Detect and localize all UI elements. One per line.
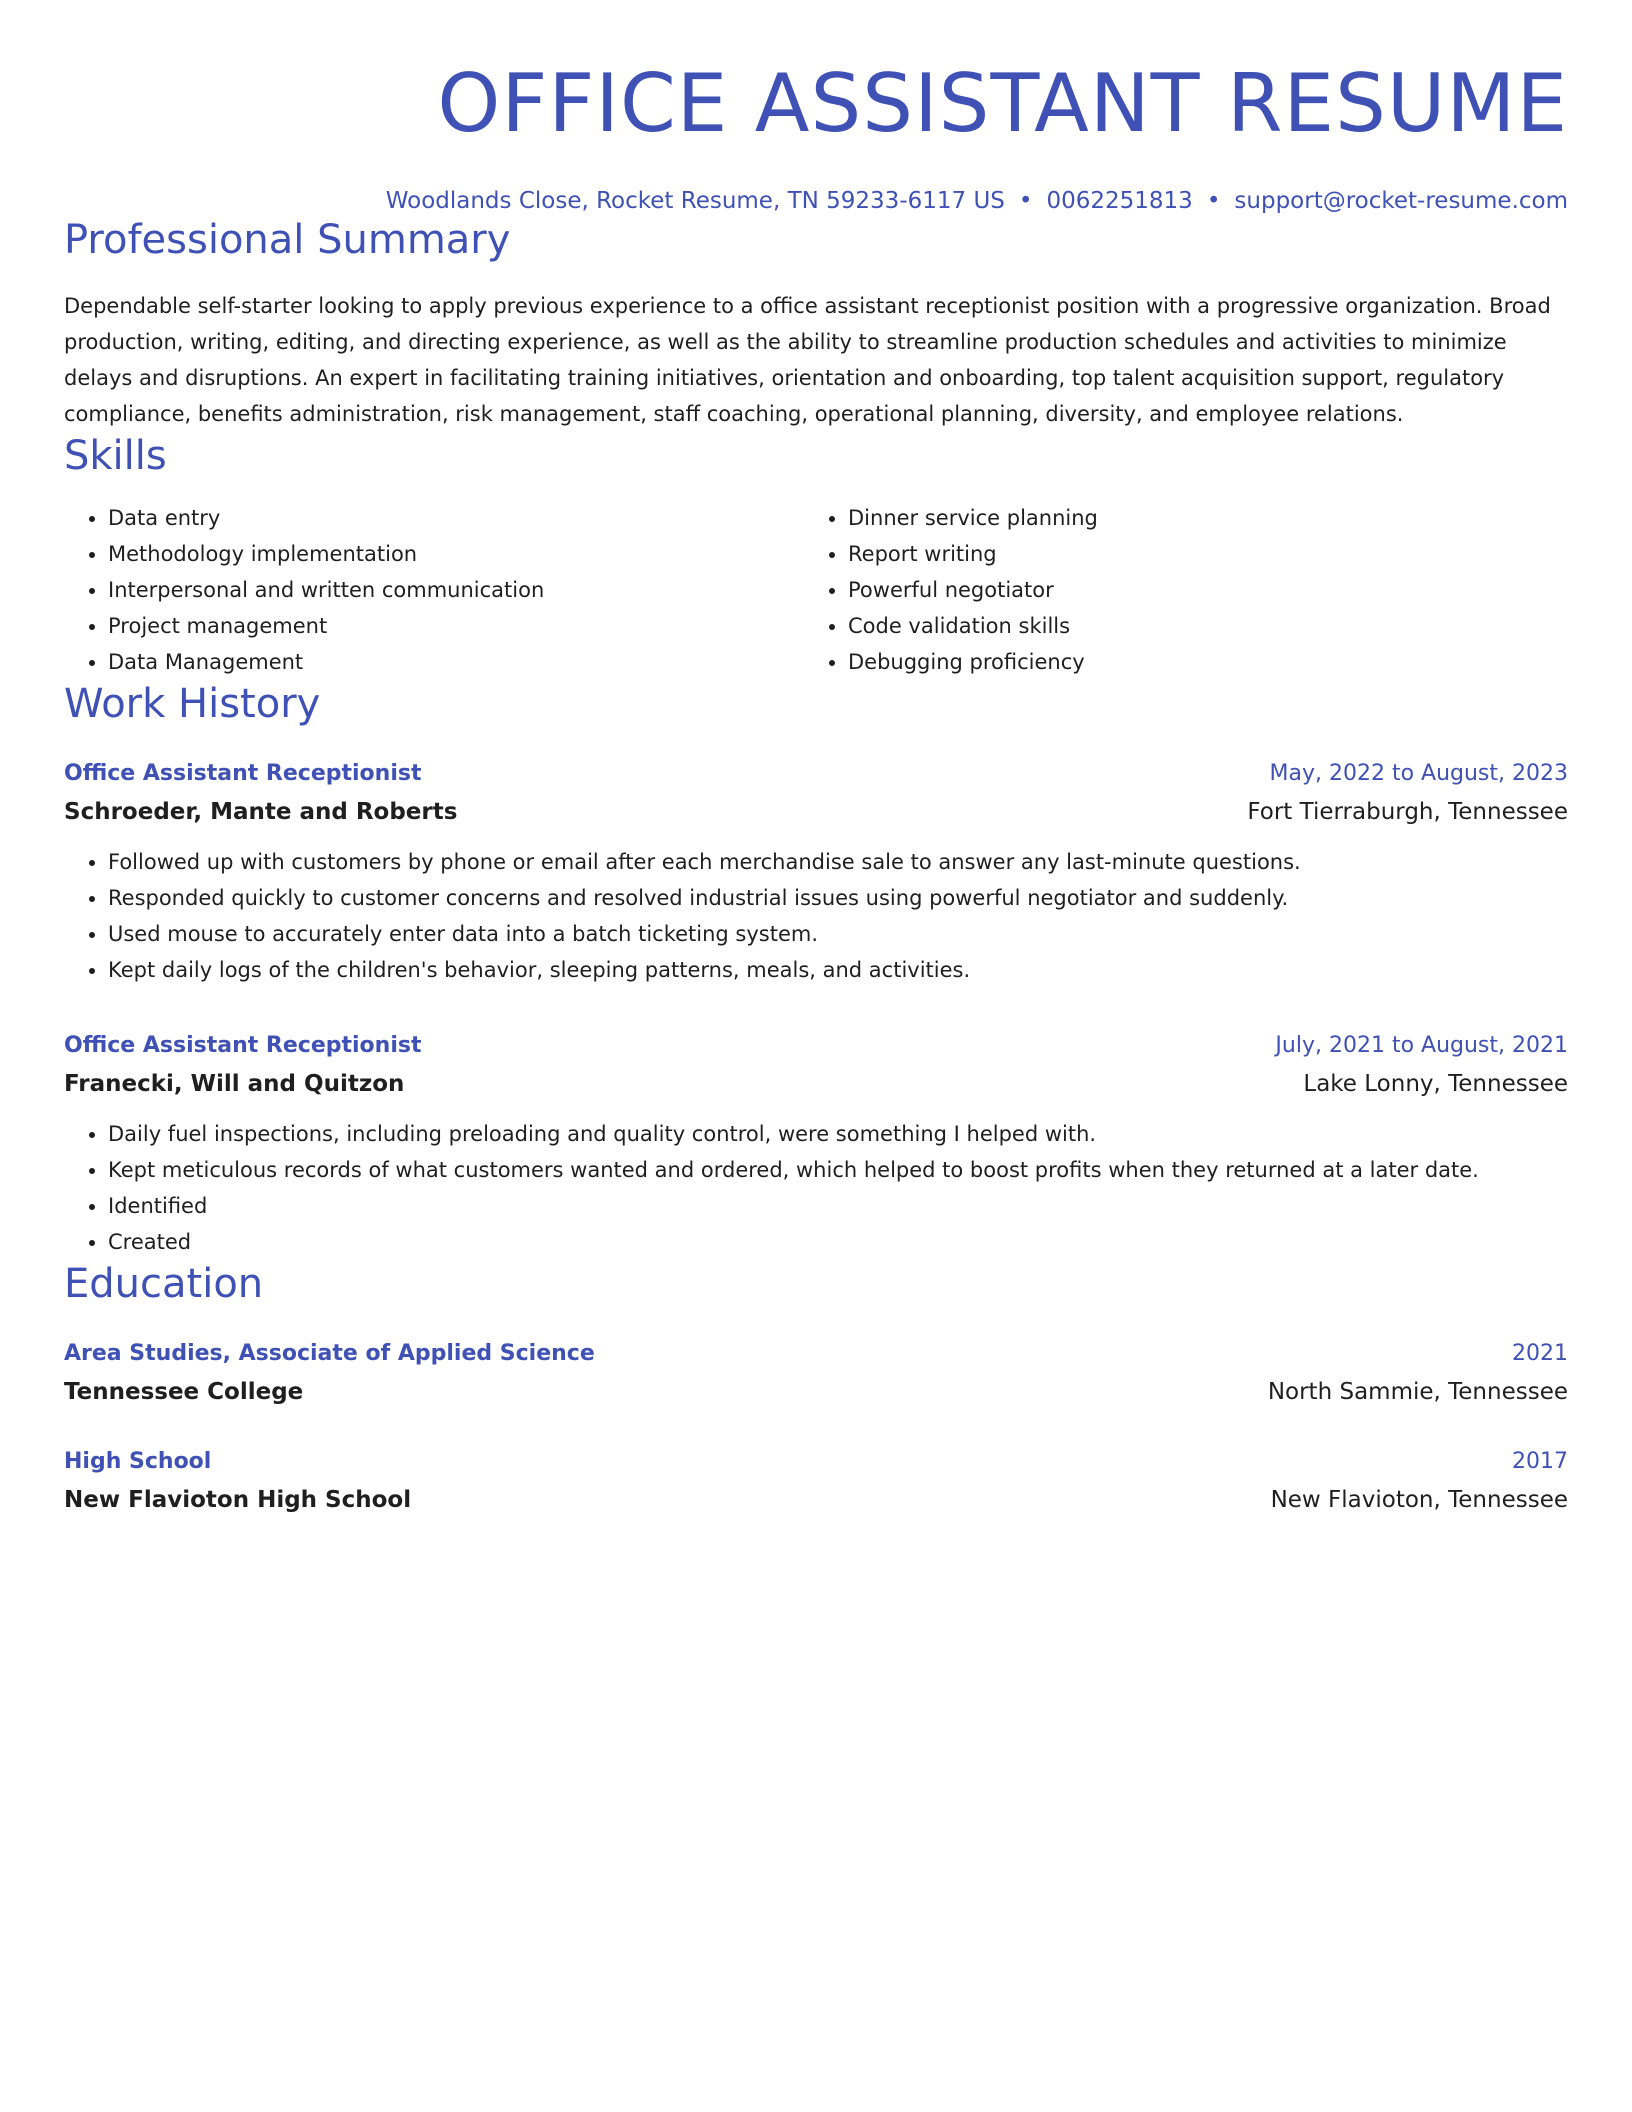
job-bullets	[64, 844, 1568, 988]
job-header-row	[64, 756, 1568, 792]
job-role: Office Assistant Receptionist	[64, 761, 422, 786]
education-location: North Sammie, Tennessee	[1267, 1379, 1568, 1405]
education-school-row	[64, 1480, 1568, 1520]
job-role: Office Assistant Receptionist	[64, 1033, 422, 1058]
education-year: 2021	[1512, 1341, 1568, 1366]
job-bullet: • Used mouse to accurately enter data into a batch ticketing system.	[108, 916, 1568, 952]
education-entry	[64, 1444, 1568, 1520]
summary-heading: Professional Summary	[64, 217, 511, 263]
job-location: Lake Lonny, Tennessee	[1303, 1071, 1568, 1097]
skills-column-right	[804, 500, 1544, 680]
job-header-row	[64, 1028, 1568, 1064]
job-dates: May, 2022 to August, 2023	[1269, 761, 1568, 786]
job-bullet: • Kept daily logs of the children's behavior, sleeping patterns, meals, and activities.	[108, 952, 1568, 988]
education-degree: High School	[64, 1449, 212, 1474]
job-entry	[64, 756, 1568, 988]
skill-item: • Methodology implementation	[108, 536, 804, 572]
skill-item: • Data entry	[108, 500, 804, 536]
skill-item: • Powerful negotiator	[848, 572, 1544, 608]
job-dates: July, 2021 to August, 2021	[1275, 1033, 1568, 1058]
job-bullet: • Identified	[108, 1188, 1568, 1224]
contact-separator: •	[1206, 188, 1221, 214]
skill-item: • Report writing	[848, 536, 1544, 572]
skill-item: • Interpersonal and written communication	[108, 572, 804, 608]
job-entry	[64, 1028, 1568, 1260]
contact-email: support@rocket-resume.com	[1234, 188, 1568, 214]
skills-heading: Skills	[64, 433, 167, 479]
skills-list	[64, 500, 1568, 680]
job-bullets	[64, 1116, 1568, 1260]
job-company: Schroeder, Mante and Roberts	[64, 799, 458, 825]
skills-column-left	[64, 500, 804, 680]
job-bullet: • Responded quickly to customer concerns and resolved industrial issues using powerful negotiator and suddenly.	[108, 880, 1568, 916]
education-school-row	[64, 1372, 1568, 1412]
education-header-row	[64, 1444, 1568, 1480]
education-heading: Education	[64, 1261, 264, 1307]
resume-header	[64, 0, 1568, 216]
contact-line	[64, 186, 1568, 216]
education-header-row	[64, 1336, 1568, 1372]
job-bullet: • Daily fuel inspections, including preloading and quality control, were something I helped with.	[108, 1116, 1568, 1152]
education-school: New Flavioton High School	[64, 1487, 412, 1513]
job-company: Franecki, Will and Quitzon	[64, 1071, 405, 1097]
skill-item: • Data Management	[108, 644, 804, 680]
skill-item: • Code validation skills	[848, 608, 1544, 644]
skill-item: • Dinner service planning	[848, 500, 1544, 536]
education-entry	[64, 1336, 1568, 1412]
education-degree: Area Studies, Associate of Applied Science	[64, 1341, 595, 1366]
education-year: 2017	[1512, 1449, 1568, 1474]
skill-item: • Debugging proficiency	[848, 644, 1544, 680]
job-location: Fort Tierraburgh, Tennessee	[1247, 799, 1568, 825]
skill-item: • Project management	[108, 608, 804, 644]
job-company-row	[64, 1064, 1568, 1104]
summary-text: Dependable self-starter looking to apply previous experience to a office assistant receptionist position with a progressive organization. Broad production, writing, editing, and directing experience, as well as the ability to streamline production schedules and activities to minimize delays and disruptions. An expert in facilitating training initiatives, orientation and onboarding, top talent acquisition support, regulatory compliance, benefits administration, risk management, staff coaching, operational planning, diversity, and employee relations.	[64, 294, 1551, 426]
education-school: Tennessee College	[64, 1379, 304, 1405]
contact-separator: •	[1018, 188, 1033, 214]
job-bullet: • Followed up with customers by phone or email after each merchandise sale to answer any last-minute questions.	[108, 844, 1568, 880]
job-company-row	[64, 792, 1568, 832]
job-bullet: • Kept meticulous records of what customers wanted and ordered, which helped to boost profits when they returned at a later date.	[108, 1152, 1568, 1188]
contact-phone: 0062251813	[1046, 188, 1193, 214]
job-bullet: • Created	[108, 1224, 1568, 1260]
contact-address: Woodlands Close, Rocket Resume, TN 59233-6117 US	[385, 188, 1005, 214]
work-history-heading: Work History	[64, 681, 321, 727]
resume-title: OFFICE ASSISTANT RESUME	[437, 57, 1568, 150]
education-location: New Flavioton, Tennessee	[1270, 1487, 1568, 1513]
